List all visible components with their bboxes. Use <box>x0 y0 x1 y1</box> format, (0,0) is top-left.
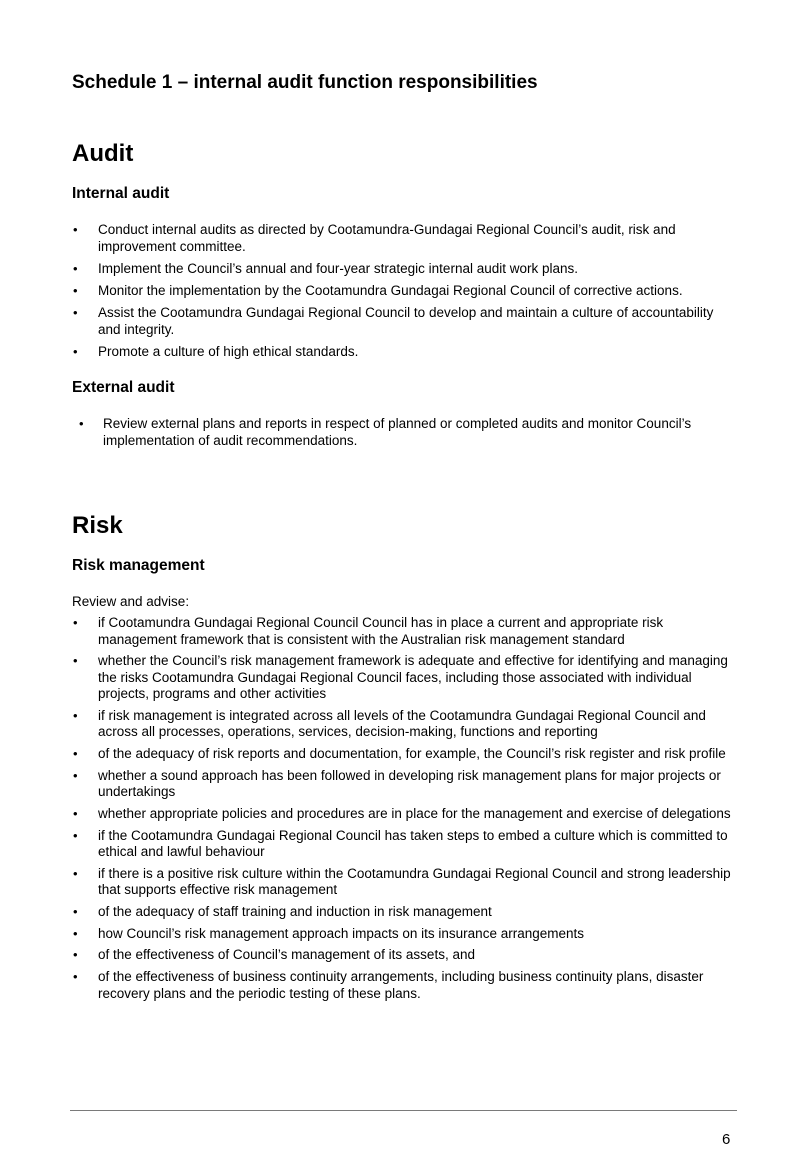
bullet-icon: • <box>73 767 78 783</box>
external-audit-list <box>78 416 698 449</box>
list-item-text: if the Cootamundra Gundagai Regional Council has taken steps to embed a culture which is committed to ethical and lawful behaviour <box>98 827 728 860</box>
list-item <box>72 926 738 943</box>
bullet-icon: • <box>73 707 78 723</box>
schedule-title: Schedule 1 – internal audit function responsibilities <box>72 72 538 93</box>
list-item <box>72 305 738 338</box>
bullet-icon: • <box>73 746 78 762</box>
bullet-icon: • <box>73 283 78 299</box>
risk-management-list <box>72 615 738 1007</box>
list-item-text: Conduct internal audits as directed by Cootamundra-Gundagai Regional Council’s audit, risk and improvement committee. <box>98 222 676 254</box>
list-item-text: of the effectiveness of Council’s management of its assets, and <box>98 947 475 963</box>
list-item <box>72 222 738 255</box>
bullet-icon: • <box>79 416 84 431</box>
list-item <box>72 708 738 741</box>
list-item <box>72 615 738 648</box>
footer-divider <box>70 1110 737 1111</box>
bullet-icon: • <box>73 925 78 941</box>
list-item-text: whether the Council’s risk management framework is adequate and effective for identifying and managing the risks Cootamundra Gundagai Regional Council faces, including those associated with individual projects, programs and other activities <box>98 653 728 702</box>
list-item <box>78 416 698 449</box>
list-item-text: of the adequacy of risk reports and documentation, for example, the Council’s risk register and risk profile <box>98 746 726 762</box>
risk-management-heading: Risk management <box>72 557 205 574</box>
list-item-text: if Cootamundra Gundagai Regional Council Council has in place a current and appropriate risk management framework that is consistent with the Australian risk management standard <box>98 615 664 647</box>
list-item-text: Review external plans and reports in respect of planned or completed audits and monitor Council’s implementation of audit recommendations. <box>103 416 692 448</box>
list-item <box>72 283 738 300</box>
bullet-icon: • <box>73 615 78 630</box>
list-item-text: Assist the Cootamundra Gundagai Regional Council to develop and maintain a culture of accountability and integrity. <box>98 305 714 337</box>
list-item-text: Monitor the implementation by the Cootamundra Gundagai Regional Council of corrective actions. <box>98 283 683 299</box>
bullet-icon: • <box>73 969 78 985</box>
list-item-text: whether appropriate policies and procedures are in place for the management and exercise of delegations <box>98 805 731 821</box>
list-item-text: if risk management is integrated across all levels of the Cootamundra Gundagai Regional Council and across all processes, operations, services, decision-making, functions and reporting <box>98 707 706 740</box>
bullet-icon: • <box>73 947 78 963</box>
list-item <box>72 828 738 861</box>
list-item <box>72 653 738 703</box>
list-item-text: if there is a positive risk culture within the Cootamundra Gundagai Regional Council and strong leadership that supports effective risk management <box>98 865 731 898</box>
bullet-icon: • <box>73 305 78 321</box>
bullet-icon: • <box>73 865 78 881</box>
list-item <box>72 344 738 361</box>
list-item <box>72 866 738 899</box>
list-item <box>72 947 738 964</box>
list-item <box>72 806 738 823</box>
list-item-text: of the effectiveness of business continuity arrangements, including business continuity plans, disaster recovery plans and the periodic testing of these plans. <box>98 969 704 1001</box>
bullet-icon: • <box>73 344 78 360</box>
bullet-icon: • <box>73 904 78 919</box>
list-item-text: Implement the Council’s annual and four-year strategic internal audit work plans. <box>98 260 579 276</box>
list-item <box>72 261 738 278</box>
list-item-text: Promote a culture of high ethical standards. <box>98 344 359 360</box>
page-number: 6 <box>722 1131 731 1148</box>
internal-audit-list <box>72 222 738 366</box>
list-item <box>72 768 738 801</box>
list-item <box>72 746 738 763</box>
bullet-icon: • <box>73 805 78 821</box>
external-audit-heading: External audit <box>72 379 175 396</box>
bullet-icon: • <box>73 260 78 276</box>
review-and-advise-intro: Review and advise: <box>72 594 190 609</box>
bullet-icon: • <box>73 653 78 669</box>
list-item <box>72 969 738 1002</box>
list-item-text: how Council’s risk management approach impacts on its insurance arrangements <box>98 925 584 941</box>
bullet-icon: • <box>73 222 78 237</box>
internal-audit-heading: Internal audit <box>72 185 170 202</box>
list-item-text: of the adequacy of staff training and induction in risk management <box>98 904 492 919</box>
audit-heading: Audit <box>72 140 134 167</box>
list-item-text: whether a sound approach has been followed in developing risk management plans for major projects or undertakings <box>98 767 721 800</box>
risk-heading: Risk <box>72 512 123 539</box>
bullet-icon: • <box>73 827 78 843</box>
list-item <box>72 904 738 921</box>
